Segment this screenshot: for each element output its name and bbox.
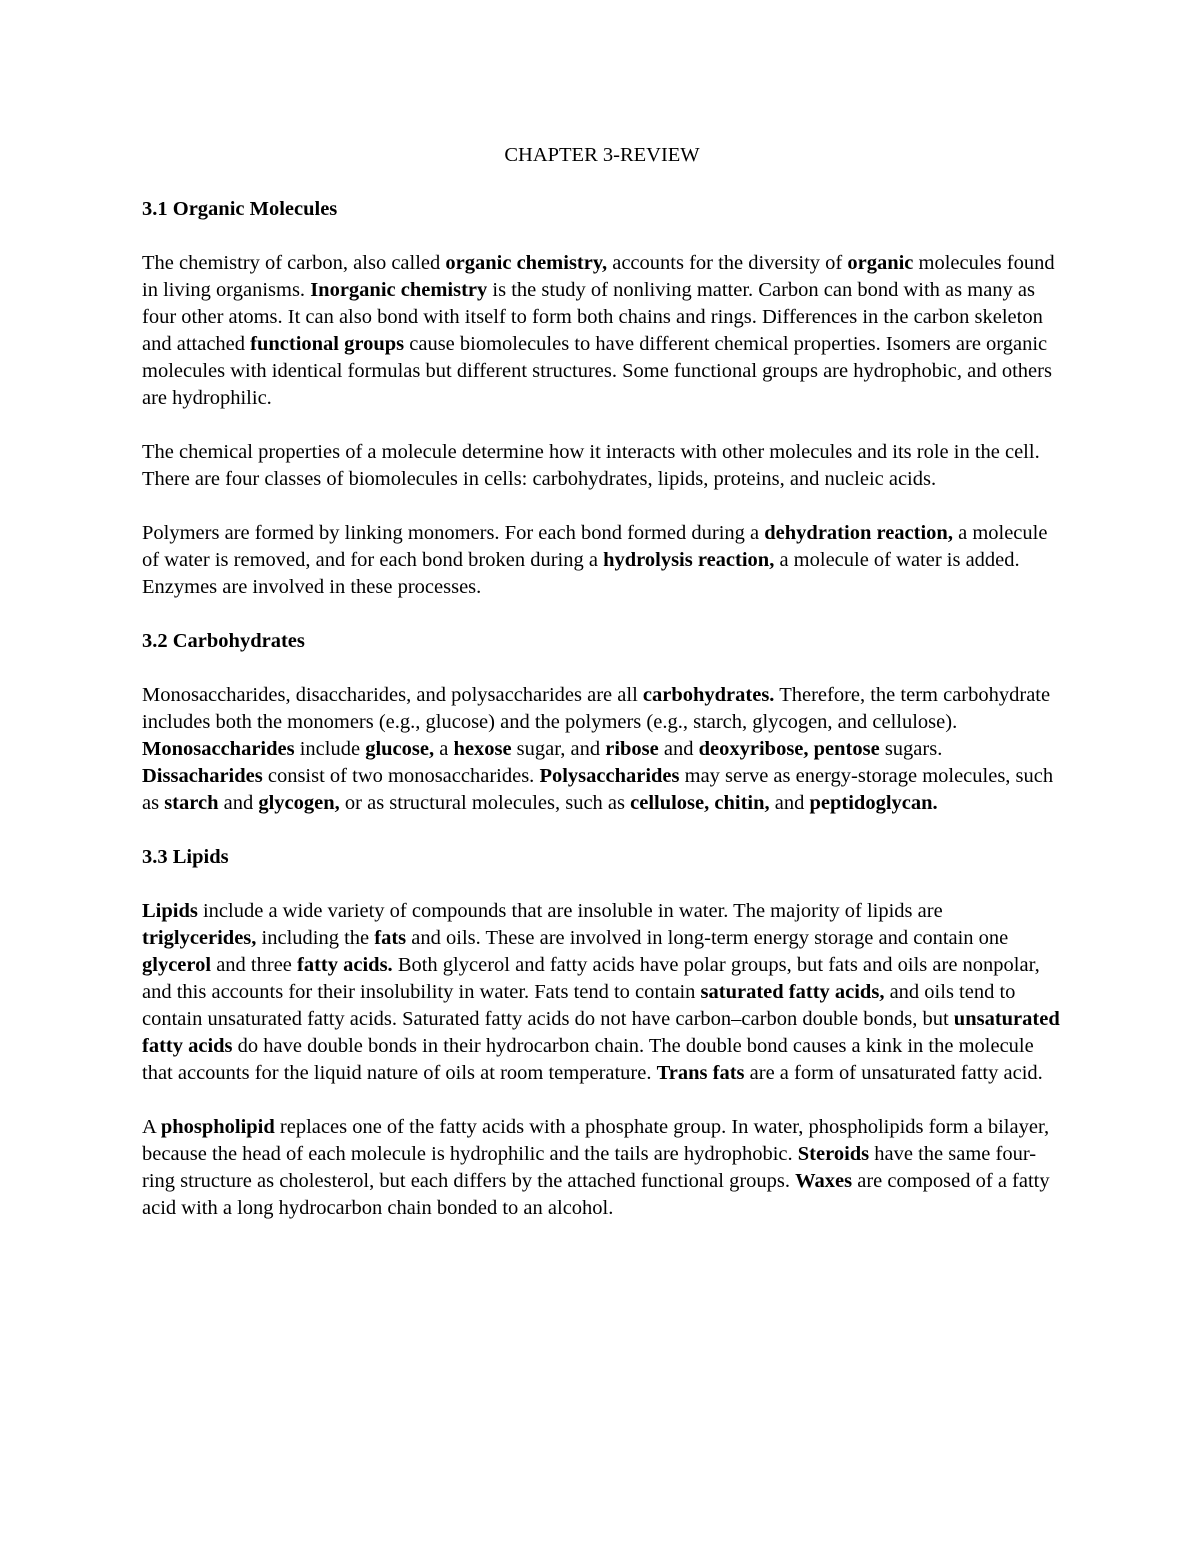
- bold-term: Dissacharides: [142, 765, 263, 787]
- bold-term: triglycerides,: [142, 927, 257, 949]
- bold-term: functional groups: [250, 333, 405, 355]
- bold-term: fats: [374, 927, 407, 949]
- text-run: are a form of unsaturated fatty acid.: [744, 1062, 1043, 1084]
- text-run: and oils tend to contain unsaturated fatty acids. Saturated fatty acids do not have carbon–carbon double bonds, but: [142, 981, 1016, 1030]
- text-run: A: [142, 1116, 161, 1138]
- text-run: sugar, and: [511, 738, 606, 760]
- bold-term: hydrolysis reaction,: [603, 549, 775, 571]
- spacer: [142, 871, 1062, 898]
- paragraph: [142, 898, 1062, 1087]
- spacer: [142, 817, 1062, 844]
- text-run: The chemistry of carbon, also called: [142, 252, 446, 274]
- bold-term: Inorganic chemistry: [310, 279, 488, 301]
- bold-term: dehydration reaction,: [764, 522, 953, 544]
- bold-term: Waxes: [795, 1170, 853, 1192]
- bold-term: phospholipid: [160, 1116, 275, 1138]
- bold-term: unsaturated fatty acids: [142, 1008, 1060, 1057]
- bold-term: Steroids: [797, 1143, 870, 1165]
- bold-term: fatty acids.: [297, 954, 393, 976]
- spacer: [142, 493, 1062, 520]
- section-lipids: [142, 844, 1062, 1222]
- bold-term: glucose,: [365, 738, 435, 760]
- text-run: a: [434, 738, 454, 760]
- bold-term: organic chemistry,: [445, 252, 608, 274]
- spacer: [142, 412, 1062, 439]
- bold-term: Monosaccharides: [142, 738, 295, 760]
- bold-term: cellulose, chitin,: [630, 792, 770, 814]
- text-run: and three: [211, 954, 298, 976]
- text-run: a molecule of water is added. Enzymes are involved in these processes.: [142, 549, 1020, 598]
- text-run: are composed of a fatty acid with a long hydrocarbon chain bonded to an alcohol.: [142, 1170, 1050, 1219]
- spacer: [142, 223, 1062, 250]
- spacer: [142, 1087, 1062, 1114]
- bold-term: glycogen,: [258, 792, 340, 814]
- text-run: accounts for the diversity of: [607, 252, 848, 274]
- text-run: may serve as energy-storage molecules, such as: [142, 765, 1054, 814]
- text-run: and: [658, 738, 699, 760]
- text-run: and: [769, 792, 810, 814]
- spacer: [142, 655, 1062, 682]
- bold-term: carbohydrates.: [642, 684, 775, 706]
- text-run: consist of two monosaccharides.: [262, 765, 540, 787]
- document-page: [142, 142, 1062, 1222]
- bold-term: peptidoglycan.: [809, 792, 938, 814]
- paragraph: [142, 250, 1062, 412]
- text-run: include a wide variety of compounds that are insoluble in water. The majority of lipids are: [197, 900, 943, 922]
- bold-term: glycerol: [142, 954, 212, 976]
- bold-term: organic: [847, 252, 914, 274]
- bold-term: starch: [164, 792, 219, 814]
- text-run: molecules found in living organisms.: [142, 252, 1055, 301]
- spacer: [142, 601, 1062, 628]
- text-run: Both glycerol and fatty acids have polar groups, but fats and oils are nonpolar, and this accounts for their insolubility in water. Fats tend to contain: [142, 954, 1040, 1003]
- text-run: include: [294, 738, 366, 760]
- paragraph: [142, 1114, 1062, 1222]
- section-organic-molecules: [142, 196, 1062, 628]
- section-heading: 3.3 Lipids: [142, 846, 229, 868]
- bold-term: Trans fats: [656, 1062, 745, 1084]
- document-title: CHAPTER 3-REVIEW: [504, 144, 700, 166]
- text-run: is the study of nonliving matter. Carbon can bond with as many as four other atoms. It can also bond with itself to form both chains and rings. Differences in the carbon skeleton and attached: [142, 279, 1043, 355]
- section-heading: 3.2 Carbohydrates: [142, 630, 305, 652]
- text-run: sugars.: [879, 738, 943, 760]
- bold-term: hexose: [453, 738, 512, 760]
- bold-term: ribose: [605, 738, 659, 760]
- text-run: a molecule of water is removed, and for each bond broken during a: [142, 522, 1048, 571]
- section-carbohydrates: [142, 628, 1062, 844]
- text-run: Polymers are formed by linking monomers. For each bond formed during a: [142, 522, 765, 544]
- text-run: including the: [256, 927, 375, 949]
- bold-term: deoxyribose, pentose: [698, 738, 880, 760]
- text-run: The chemical properties of a molecule determine how it interacts with other molecules and its role in the cell. There are four classes of biomolecules in cells: carbohydrates, lipids, proteins, and nucleic acids.: [142, 441, 1040, 490]
- paragraph: [142, 439, 1062, 493]
- paragraph: [142, 520, 1062, 601]
- text-run: cause biomolecules to have different chemical properties. Isomers are organic molecules with identical formulas but different structures. Some functional groups are hydrophobic, and others are hydrophilic.: [142, 333, 1052, 409]
- text-run: or as structural molecules, such as: [339, 792, 631, 814]
- bold-term: Lipids: [142, 900, 198, 922]
- section-heading: 3.1 Organic Molecules: [142, 198, 338, 220]
- bold-term: Polysaccharides: [539, 765, 680, 787]
- text-run: and: [218, 792, 259, 814]
- text-run: Therefore, the term carbohydrate includes both the monomers (e.g., glucose) and the polymers (e.g., starch, glycogen, and cellulose).: [142, 684, 1051, 733]
- text-run: and oils. These are involved in long-term energy storage and contain one: [406, 927, 1009, 949]
- paragraph: [142, 682, 1062, 817]
- bold-term: saturated fatty acids,: [700, 981, 885, 1003]
- spacer: [142, 169, 1062, 196]
- text-run: have the same four-ring structure as cholesterol, but each differs by the attached functional groups.: [142, 1143, 1037, 1192]
- text-run: do have double bonds in their hydrocarbon chain. The double bond causes a kink in the molecule that accounts for the liquid nature of oils at room temperature.: [142, 1035, 1034, 1084]
- text-run: replaces one of the fatty acids with a phosphate group. In water, phospholipids form a bilayer, because the head of each molecule is hydrophilic and the tails are hydrophobic.: [142, 1116, 1050, 1165]
- text-run: Monosaccharides, disaccharides, and polysaccharides are all: [142, 684, 643, 706]
